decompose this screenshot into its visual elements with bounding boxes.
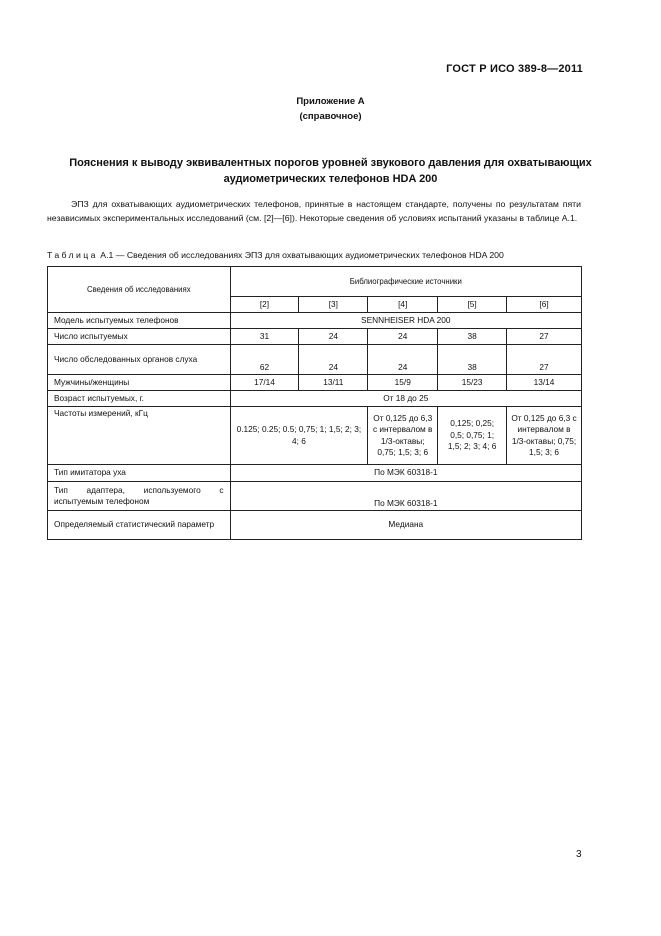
table-row [48,345,582,375]
row-label: Возраст испытуемых, г. [48,391,231,407]
table-row [48,482,582,511]
table-caption-text: А.1 — Сведения об исследованиях ЭПЗ для охватывающих аудиометрических телефонов HDA 200 [97,250,504,260]
row-value: 27 [507,329,582,345]
row-value: От 0,125 до 6,3 с интервалом в 1/3-октавы; 0,75; 1,5; 3; 6 [507,407,582,465]
source-ref: [3] [299,297,368,313]
row-value: 17/14 [230,375,299,391]
row-label: Тип адаптера, используемого с испытуемым телефоном [48,482,231,511]
row-value: 24 [368,329,438,345]
table-caption-label: Таблица [47,250,98,260]
header-studies: Сведения об исследованиях [48,267,231,313]
row-value: Медиана [230,511,581,540]
row-value: По МЭК 60318-1 [230,482,581,511]
row-value: 13/14 [507,375,582,391]
source-ref: [2] [230,297,299,313]
row-value: От 18 до 25 [230,391,581,407]
row-value: От 0,125 до 6,3 с интервалом в 1/3-октавы; 0,75; 1,5; 3; 6 [368,407,438,465]
row-value: 24 [299,329,368,345]
appendix-title: Приложение А [296,96,365,107]
row-label: Мужчины/женщины [48,375,231,391]
document-code: ГОСТ Р ИСО 389-8—2011 [446,63,583,75]
table-caption [47,250,587,260]
row-value: 0,125; 0,25; 0,5; 0,75; 1; 1,5; 2; 3; 4; 6 [438,407,507,465]
table-row [48,465,582,482]
page-number: 3 [576,849,582,860]
appendix-note: (справочное) [299,111,362,122]
row-value: SENNHEISER HDA 200 [230,313,581,329]
row-value: 27 [507,345,582,375]
appendix-heading [0,94,661,124]
table-row [48,375,582,391]
table-row [48,313,582,329]
row-value: 31 [230,329,299,345]
row-value: 38 [438,329,507,345]
studies-table [47,266,582,540]
row-value: По МЭК 60318-1 [230,465,581,482]
source-ref: [5] [438,297,507,313]
row-label: Модель испытуемых телефонов [48,313,231,329]
source-ref: [6] [507,297,582,313]
header-sources: Библиографические источники [230,267,581,297]
row-value: 24 [368,345,438,375]
row-value: 62 [230,345,299,375]
row-label: Число обследованных органов слуха [48,345,231,375]
intro-paragraph: ЭПЗ для охватывающих аудиометрических телефонов, принятые в настоящем стандарте, получены по результатам пяти независимых экспериментальных исследований (см. [2]—[6]). Некоторые сведения об условиях испытаний указаны в таблице А.1. [47,199,581,223]
row-value: 13/11 [299,375,368,391]
table-header-row [48,267,582,297]
table-row [48,407,582,465]
row-value: 24 [299,345,368,375]
row-value: 38 [438,345,507,375]
row-value: 15/9 [368,375,438,391]
row-value: 15/23 [438,375,507,391]
section-title: Пояснения к выводу эквивалентных порогов уровней звукового давления для охватывающих аудиометрических телефонов HDA 200 [69,157,592,185]
row-value: 0.125; 0.25; 0.5; 0,75; 1; 1,5; 2; 3; 4; 6 [230,407,368,465]
row-label: Тип имитатора уха [48,465,231,482]
source-ref: [4] [368,297,438,313]
table-row [48,511,582,540]
table-row [48,391,582,407]
table-row [48,329,582,345]
row-label: Число испытуемых [48,329,231,345]
row-label: Определяемый статистический параметр [48,511,231,540]
row-label: Частоты измерений, кГц [48,407,231,465]
